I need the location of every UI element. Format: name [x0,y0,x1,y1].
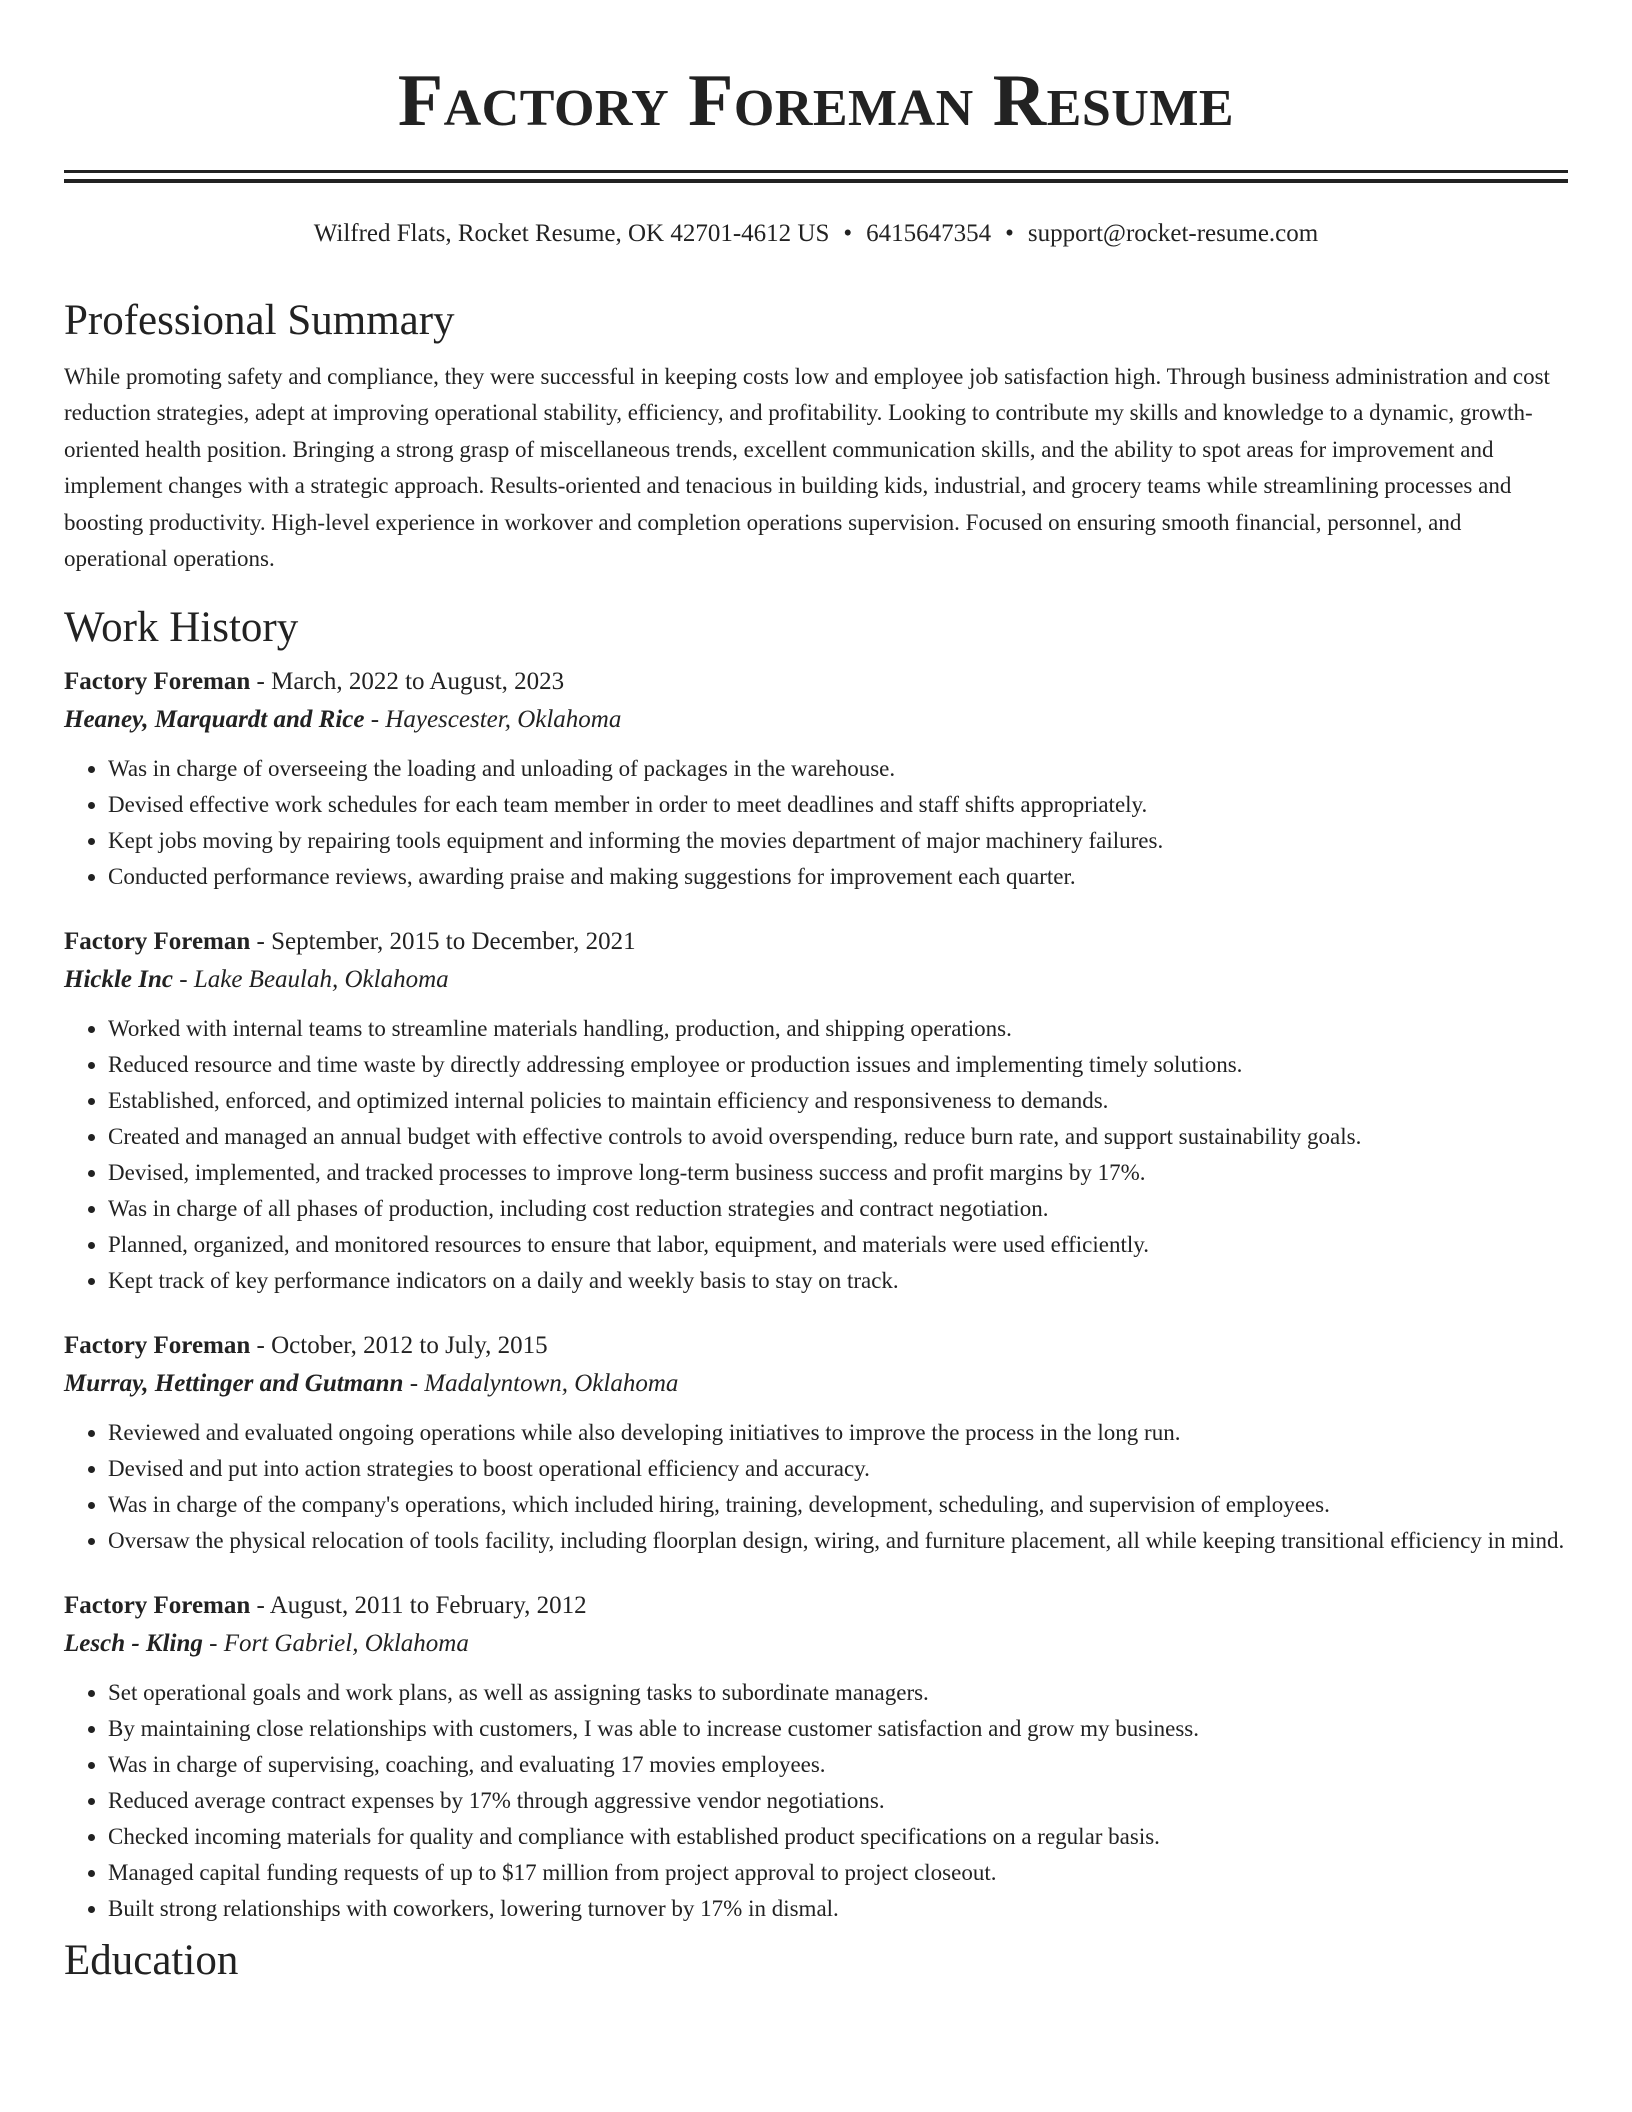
title-divider-top [64,170,1568,173]
job-role: Factory Foreman [64,928,251,956]
job-company-line [64,701,1568,739]
job-entry [64,663,1568,895]
contact-separator: • [843,220,853,247]
title-divider-bottom [64,179,1568,183]
job-location: - Madalyntown, Oklahoma [403,1370,679,1398]
job-title-line [64,1587,1568,1625]
job-entry [64,923,1568,1299]
job-bullet: • Was in charge of all phases of production, including cost reduction strategies and contract negotiation. [108,1191,1568,1227]
page-title: Factory Foreman Resume [397,60,1235,142]
job-bullets [64,1011,1568,1299]
job-dates: - August, 2011 to February, 2012 [250,1592,587,1620]
job-company: Hickle Inc [64,966,174,994]
job-bullet: • Created and managed an annual budget with effective controls to avoid overspending, reduce burn rate, and support sustainability goals. [108,1119,1568,1155]
contact-phone: 6415647354 [866,220,992,247]
contact-line [64,219,1568,249]
job-role: Factory Foreman [64,668,251,696]
job-bullet: • Established, enforced, and optimized internal policies to maintain efficiency and responsiveness to demands. [108,1083,1568,1119]
work-history-heading: Work History [64,603,299,651]
job-company-line [64,1365,1568,1403]
job-bullet: • Devised, implemented, and tracked processes to improve long-term business success and profit margins by 17%. [108,1155,1568,1191]
job-bullet: • Worked with internal teams to streamline materials handling, production, and shipping operations. [108,1011,1568,1047]
job-title-line [64,923,1568,961]
education-heading: Education [64,1937,239,1985]
job-company: Murray, Hettinger and Gutmann [64,1370,404,1398]
job-bullets [64,751,1568,895]
job-bullet: • Was in charge of the company's operations, which included hiring, training, development, scheduling, and supervision of employees. [108,1487,1568,1523]
job-dates: - September, 2015 to December, 2021 [250,928,636,956]
job-location: - Lake Beaulah, Oklahoma [173,966,449,994]
job-bullet: • Kept jobs moving by repairing tools equipment and informing the movies department of major machinery failures. [108,823,1568,859]
contact-address: Wilfred Flats, Rocket Resume, OK 42701-4612 US [313,220,830,247]
job-bullet: • Reduced average contract expenses by 17% through aggressive vendor negotiations. [108,1783,1568,1819]
job-title-line [64,663,1568,701]
job-bullet: • Devised effective work schedules for each team member in order to meet deadlines and staff shifts appropriately. [108,787,1568,823]
job-bullet: • Planned, organized, and monitored resources to ensure that labor, equipment, and materials were used efficiently. [108,1227,1568,1263]
job-company: Heaney, Marquardt and Rice [64,706,365,734]
job-bullets [64,1675,1568,1927]
job-company-line [64,1625,1568,1663]
job-role: Factory Foreman [64,1592,251,1620]
job-bullet: • Reduced resource and time waste by directly addressing employee or production issues and implementing timely solutions. [108,1047,1568,1083]
job-location: - Hayescester, Oklahoma [364,706,622,734]
job-entry [64,1327,1568,1559]
job-bullet: • By maintaining close relationships with customers, I was able to increase customer satisfaction and grow my business. [108,1711,1568,1747]
contact-separator: • [1005,220,1014,247]
contact-email: support@rocket-resume.com [1027,220,1319,247]
job-company-line [64,961,1568,999]
job-role: Factory Foreman [64,1332,251,1360]
job-bullet: • Reviewed and evaluated ongoing operations while also developing initiatives to improve the process in the long run. [108,1415,1568,1451]
job-bullets [64,1415,1568,1559]
job-bullet: • Conducted performance reviews, awarding praise and making suggestions for improvement each quarter. [108,859,1568,895]
job-entry [64,1587,1568,1927]
job-dates: - March, 2022 to August, 2023 [250,668,565,696]
job-title-line [64,1327,1568,1365]
summary-text: While promoting safety and compliance, they were successful in keeping costs low and employee job satisfaction high. Through business administration and cost reduction strategies, adept at improving operational stability, efficiency, and profitability. Looking to contribute my skills and knowledge to a dynamic, growth-oriented health position. Bringing a strong grasp of miscellaneous trends, excellent communication skills, and the ability to spot areas for improvement and implement changes with a strategic approach. Results-oriented and tenacious in building kids, industrial, and grocery teams while streamlining processes and boosting productivity. High-level experience in workover and completion operations supervision. Focused on ensuring smooth financial, personnel, and operational operations. [64,363,1550,572]
job-location: - Fort Gabriel, Oklahoma [202,1630,469,1658]
job-bullet: • Was in charge of overseeing the loading and unloading of packages in the warehouse. [108,751,1568,787]
job-bullet: • Devised and put into action strategies to boost operational efficiency and accuracy. [108,1451,1568,1487]
job-dates: - October, 2012 to July, 2015 [250,1332,548,1360]
job-bullet: • Built strong relationships with coworkers, lowering turnover by 17% in dismal. [108,1891,1568,1927]
summary-heading: Professional Summary [64,297,455,344]
job-bullet: • Checked incoming materials for quality and compliance with established product specifications on a regular basis. [108,1819,1568,1855]
job-bullet: • Set operational goals and work plans, as well as assigning tasks to subordinate managers. [108,1675,1568,1711]
job-bullet: • Managed capital funding requests of up to $17 million from project approval to project closeout. [108,1855,1568,1891]
job-bullet: • Kept track of key performance indicators on a daily and weekly basis to stay on track. [108,1263,1568,1299]
job-bullet: • Was in charge of supervising, coaching, and evaluating 17 movies employees. [108,1747,1568,1783]
job-company: Lesch - Kling [64,1630,203,1658]
job-bullet: • Oversaw the physical relocation of tools facility, including floorplan design, wiring, and furniture placement, all while keeping transitional efficiency in mind. [108,1523,1568,1559]
